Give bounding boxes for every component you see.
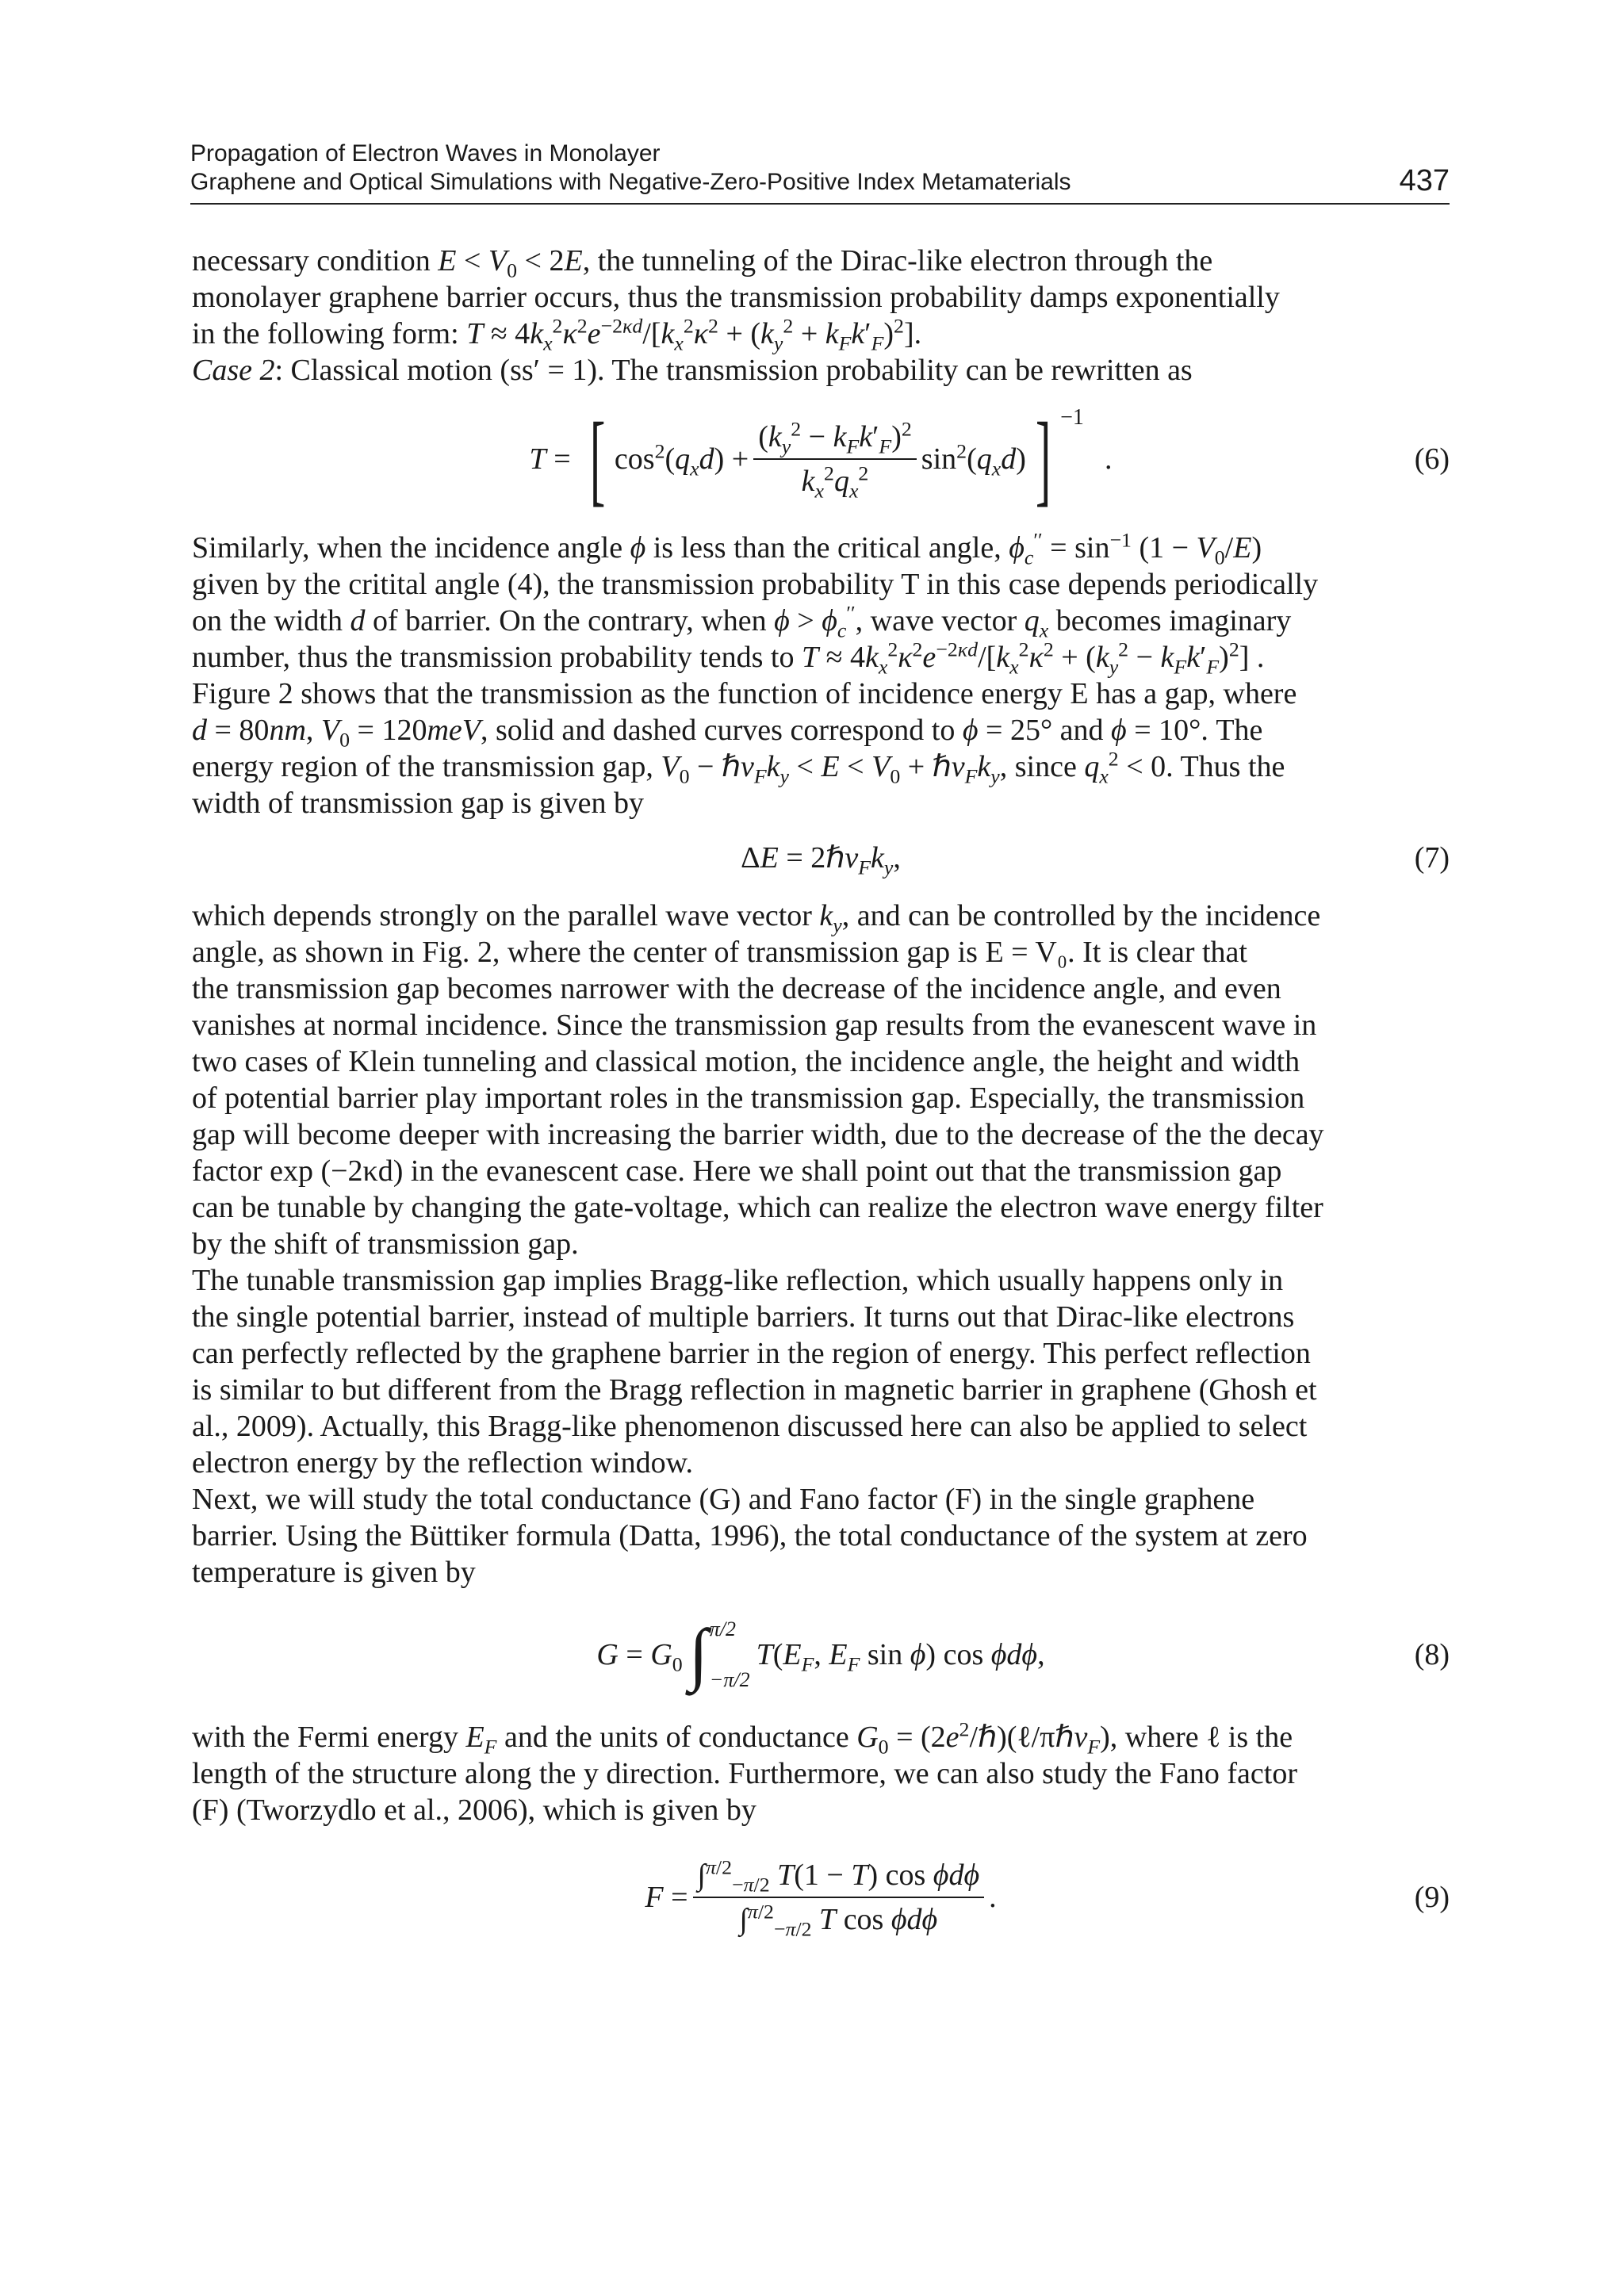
text-line: energy region of the transmission gap, $V_0$ − $\hbar v_Fk_y < E < V_0$ + $\hbar v_Fk_y$, since $q_x^2 < 0$. Thus the (192, 747, 1285, 788)
equation-number: (6) (1414, 442, 1450, 476)
text-line: monolayer graphene barrier occurs, thus the transmission probability damps exponentially (192, 281, 1280, 314)
text-line: temperature is given by (192, 1556, 476, 1589)
text-line: of potential barrier play important roles in the transmission gap. Especially, the transmission (192, 1081, 1305, 1115)
equation-6: T = [ $\cos^2(q_xd)$ + $\frac{(k_y^2 - k_Fk'_F)^2}{k_x^2q_x^2}$ $\sin^2(q_xd)$ ] −1 . (6) (529, 402, 1450, 516)
text-line: on the width d of barrier. On the contrary, when $\phi > \phi_c''$, wave vector $q_x$ becomes imaginary (192, 601, 1292, 642)
text-line: Figure 2 shows that the transmission as the function of incidence energy E has a gap, where (192, 677, 1297, 710)
paragraph-critical-angle (192, 530, 1450, 821)
text-line: (F) (Tworzydlo et al., 2006), which is given by (192, 1793, 756, 1827)
text-line: d = 80nm, $V_0 = 120meV$, solid and dashed curves correspond to ϕ = 25° and ϕ = 10°. The (192, 714, 1263, 752)
header-title-line-1: Propagation of Electron Waves in Monolayer (190, 140, 661, 167)
text-line: length of the structure along the y direction. Furthermore, we can also study the Fano factor (192, 1757, 1297, 1790)
text-line: width of transmission gap is given by (192, 787, 644, 820)
text-line: electron energy by the reflection window. (192, 1446, 694, 1480)
header-title-line-2: Graphene and Optical Simulations with Negative-Zero-Positive Index Metamaterials (190, 169, 1071, 195)
text-line: The tunable transmission gap implies Bragg-like reflection, which usually happens only in (192, 1264, 1284, 1297)
body-text (192, 243, 1450, 1949)
text-line: necessary condition $E < V_0 < 2E$, the tunneling of the Dirac-like electron through the (192, 244, 1213, 282)
text-line: barrier. Using the Büttiker formula (Datta, 1996), the total conductance of the system at zero (192, 1519, 1308, 1552)
equation-number: (8) (1414, 1638, 1450, 1671)
paragraph-continuation (192, 243, 1450, 389)
paragraph-fano (192, 1719, 1450, 1828)
text-line: number, thus the transmission probability tends to $T \approx 4k_x^2\kappa^2e^{-2\kappa d}/[k_x^2\kappa^2 + (k_y^2 - k_Fk'_F)^2]$ . (192, 637, 1265, 679)
text-line: Similarly, when the incidence angle ϕ is less than the critical angle, $\phi_c'' = \sin^{-1} (1 - V_0/E)$ (192, 528, 1262, 569)
text-line: factor exp (−2κd) in the evanescent case. Here we shall point out that the transmission gap (192, 1154, 1282, 1188)
header-rule (190, 203, 1450, 205)
text-line: angle, as shown in Fig. 2, where the center of transmission gap is E = V₀. It is clear that (192, 936, 1247, 969)
equation-9: F = $\frac{\int^{\pi/2}_{-\pi/2} T(1 - T) \cos \phi d\phi}{\int^{\pi/2}_{-\pi/2} T \cos \phi d\phi}$ . (9) (645, 1855, 1450, 1941)
case-2-line (192, 352, 1450, 389)
text-line: which depends strongly on the parallel wave vector $k_y$, and can be controlled by the incidence (192, 899, 1321, 937)
text-line: can perfectly reflected by the graphene barrier in the region of energy. This perfect reflection (192, 1337, 1311, 1370)
equation-8: $G = G_0$ ∫ π/2 −π/2 $T(E_F$, $E_F$ sin ϕ) cos ϕdϕ, (8) (596, 1616, 1450, 1693)
case-2-text: : Classical motion (ss′ = 1). The transmission probability can be rewritten as (274, 354, 1193, 387)
text-line: Next, we will study the total conductance (G) and Fano factor (F) in the single graphene (192, 1483, 1255, 1516)
case-2-label: Case 2 (192, 354, 275, 387)
text-line: al., 2009). Actually, this Bragg-like phenomenon discussed here can also be applied to select (192, 1410, 1308, 1443)
text-line: the single potential barrier, instead of multiple barriers. It turns out that Dirac-like electrons (192, 1300, 1295, 1334)
text-line: given by the critital angle (4), the transmission probability T in this case depends periodically (192, 568, 1319, 601)
text-line: is similar to but different from the Bragg reflection in magnetic barrier in graphene (Ghosh et (192, 1373, 1317, 1407)
text-line: vanishes at normal incidence. Since the transmission gap results from the evanescent wave in (192, 1009, 1317, 1042)
page-number: 437 (1399, 164, 1450, 197)
running-head (190, 140, 1450, 197)
text-line: with the Fermi energy $E_F$ and the units of conductance $G_0$ = $(2e^2/\hbar)(\ell/\pi\hbar v_F)$, where ℓ is the (192, 1717, 1293, 1759)
paragraph-bragg (192, 1262, 1450, 1481)
paragraph-conductance (192, 1481, 1450, 1591)
equation-number: (9) (1414, 1881, 1450, 1914)
equation-7: $\Delta E = 2\hbar v_Fk_y$, (7) (741, 841, 1450, 879)
text-line: in the following form: $T \approx 4k_x^2\kappa^2e^{-2\kappa d}/[k_x^2\kappa^2 + (k_y^2 + k_Fk'_F)^2]$. (192, 314, 922, 355)
text-line: gap will become deeper with increasing the barrier width, due to the decrease of the the decay (192, 1118, 1324, 1151)
text-line: two cases of Klein tunneling and classical motion, the incidence angle, the height and width (192, 1045, 1300, 1078)
text-line: by the shift of transmission gap. (192, 1227, 579, 1261)
text-line: the transmission gap becomes narrower with the decrease of the incidence angle, and even (192, 972, 1281, 1005)
text-line: can be tunable by changing the gate-voltage, which can realize the electron wave energy filter (192, 1191, 1323, 1224)
paragraph-gap-width (192, 898, 1450, 1262)
equation-number: (7) (1414, 841, 1450, 875)
